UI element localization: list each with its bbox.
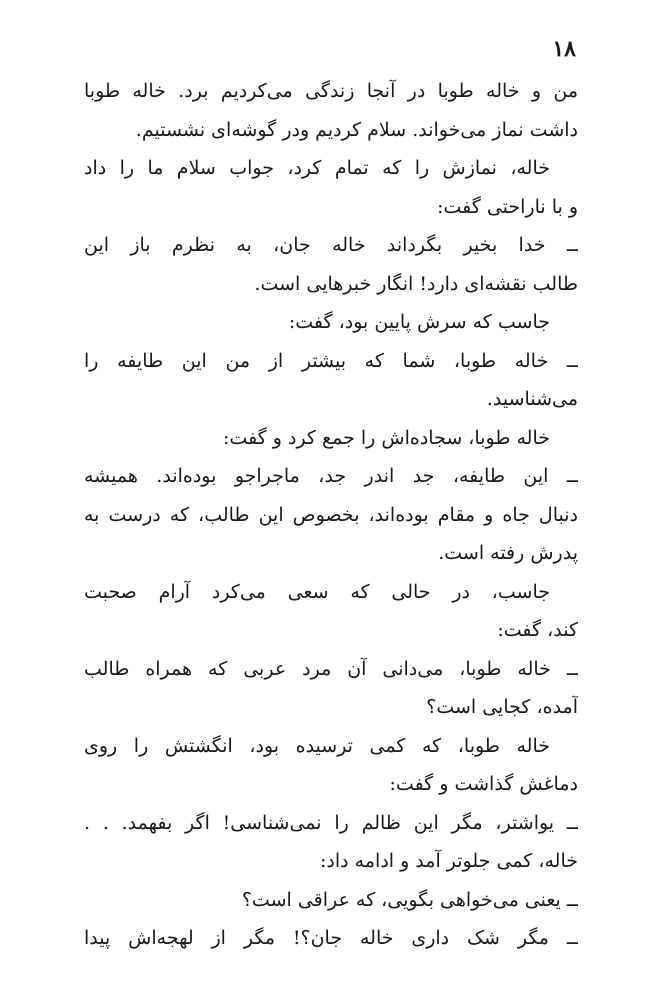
text-line: ــ این طایفه، جد اندر جد، ماجراجو بوده‌اند. همیشه: [84, 465, 578, 487]
text-line: ــ یعنی می‌خواهی بگویی، که عراقی است؟: [241, 888, 578, 911]
text-line: جاسب که سرش پایین بود، گفت:: [288, 311, 550, 333]
text-line: ــ خدا بخیر بگرداند خاله جان، به نظرم باز این: [84, 234, 578, 256]
text-line: دنبال جاه و مقام بوده‌اند، بخصوص این طالب، که درست به: [84, 503, 578, 526]
text-line: کند، گفت:: [497, 619, 578, 641]
text-line: جاسب، در حالی که سعی می‌کرد آرام صحبت: [84, 580, 550, 603]
text-line: پدرش رفته است.: [438, 542, 578, 564]
page-number: ۱۸: [552, 36, 576, 62]
text-line: خاله طوبا، سجاده‌اش را جمع کرد و گفت:: [223, 426, 550, 449]
text-line: خاله، نمازش را که تمام کرد، جواب سلام ما را داد: [84, 157, 550, 179]
text-line: من و خاله طوبا در آنجا زندگی می‌کردیم برد. خاله طوبا: [84, 80, 578, 102]
text-line: ــ یواشتر، مگر این ظالم را نمی‌شناسی! اگر بفهمد. . .: [84, 811, 578, 834]
text-line: می‌شناسید.: [486, 388, 578, 410]
text-line: خاله، کمی جلوتر آمد و ادامه داد:: [320, 850, 578, 872]
text-line: خاله طوبا، که کمی ترسیده بود، انگشتش را روی: [84, 734, 550, 757]
body-text: [84, 72, 578, 958]
text-line: ــ خاله طوبا، می‌دانی آن مرد عربی که همراه طالب: [84, 657, 578, 680]
text-line: ــ خاله طوبا، شما که بیشتر از من این طایفه را: [84, 349, 578, 372]
text-line: ــ مگر شک داری خاله جان؟! مگر از لهجه‌اش پیدا: [84, 927, 578, 949]
text-line: طالب نقشه‌ای دارد! انگار خبرهایی است.: [254, 272, 578, 295]
text-line: و با ناراحتی گفت:: [437, 195, 578, 218]
text-line: آمده، کجایی است؟: [426, 696, 578, 718]
text-line: داشت نماز می‌خواند. سلام کردیم ودر گوشه‌ای نشستیم.: [135, 118, 578, 141]
text-line: دماغش گذاشت و گفت:: [389, 773, 578, 795]
